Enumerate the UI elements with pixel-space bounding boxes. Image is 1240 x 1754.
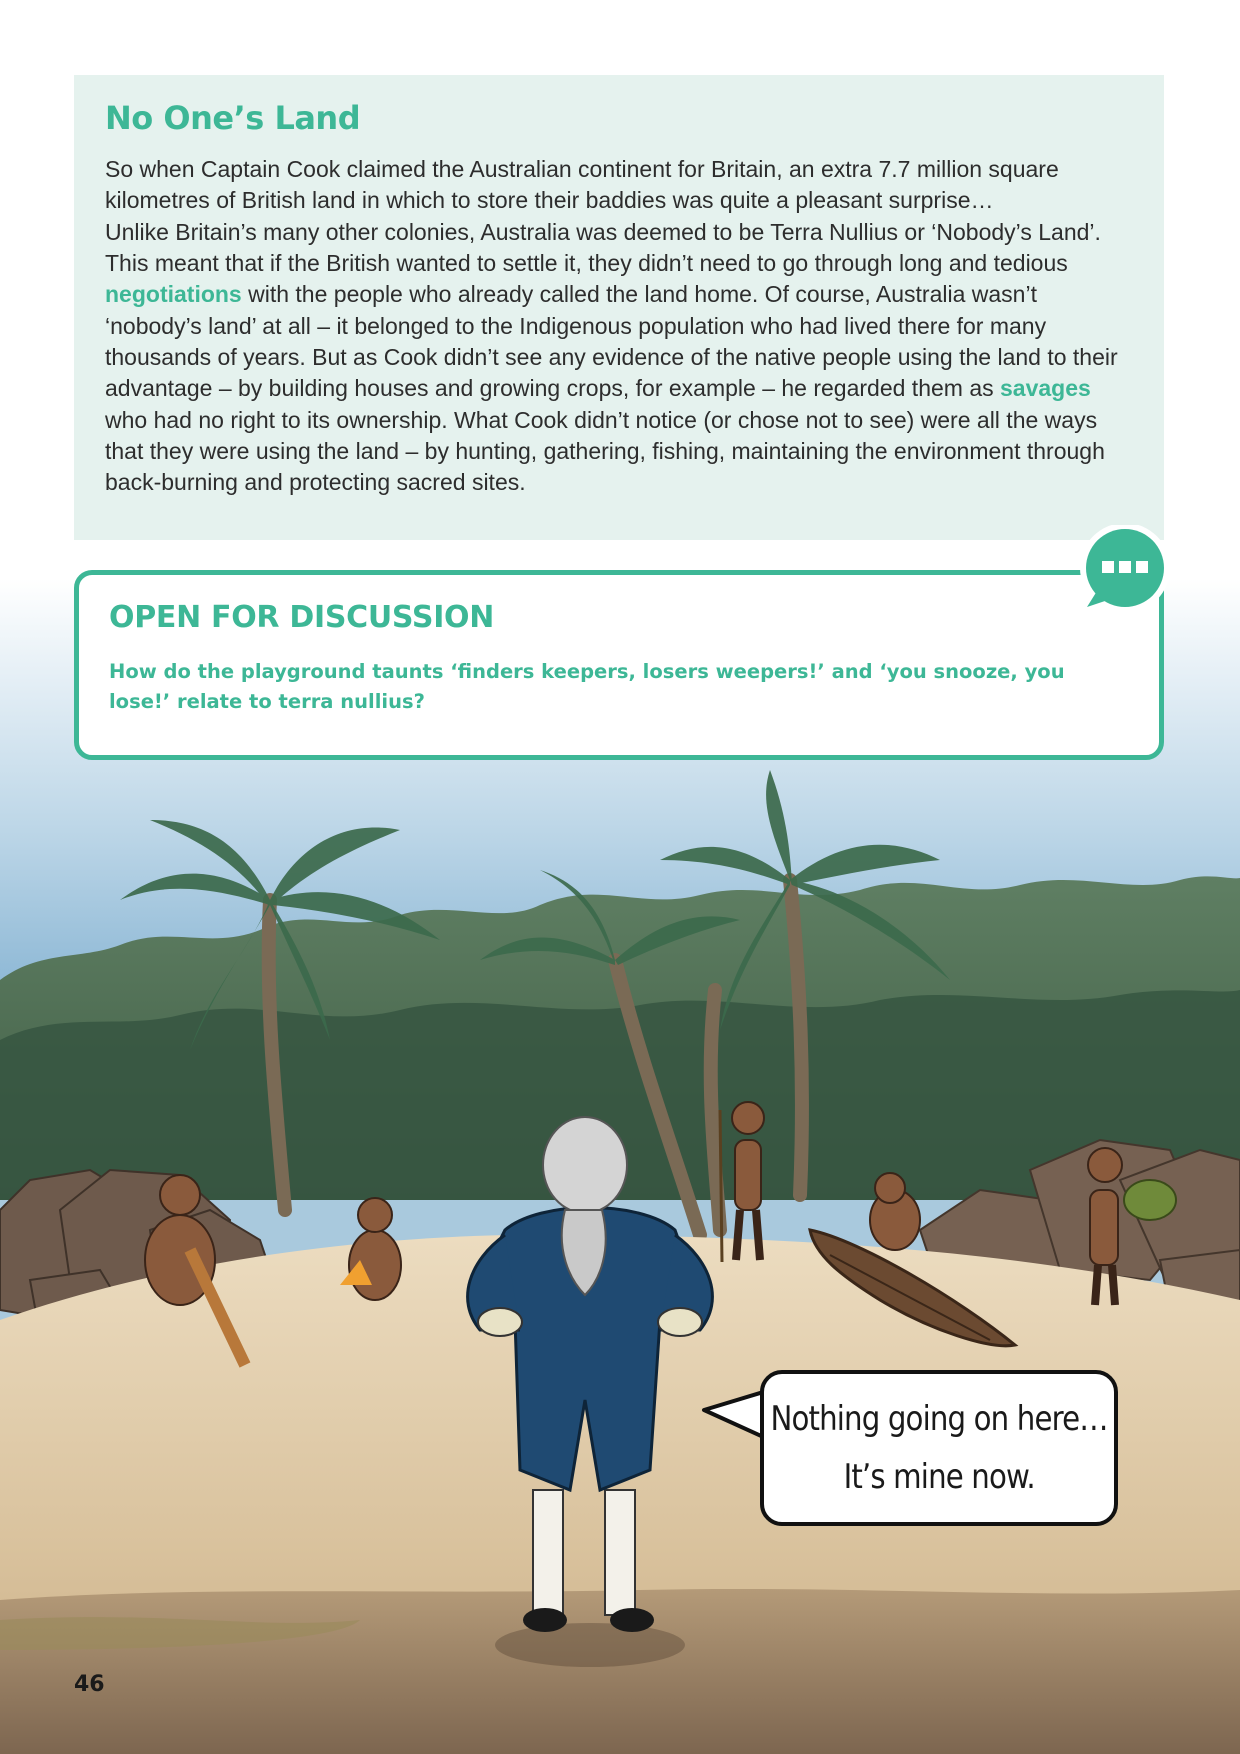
discussion-question: How do the playground taunts ‘finders keepers, losers weepers!’ and ‘you snooze, you lose!’ relate to terra nullius? bbox=[109, 660, 1065, 713]
highlight-negotiations: negotiations bbox=[105, 281, 242, 308]
discussion-box bbox=[74, 570, 1164, 760]
speech-line-2: It’s mine now. bbox=[843, 1457, 1035, 1497]
info-body bbox=[105, 154, 1134, 498]
info-paragraph-1: So when Captain Cook claimed the Australian continent for Britain, an extra 7.7 million square kilometres of British land in which to store their baddies was quite a pleasant surprise… bbox=[105, 156, 1059, 214]
speech-bubble-ellipsis-icon bbox=[1075, 525, 1171, 615]
highlight-savages: savages bbox=[1000, 375, 1091, 402]
info-paragraph-2b: with the people who already called the land home. Of course, Australia wasn’t ‘nobody’s land’ at all – it belonged to the Indigenous population who had lived there for many thousands of years. But as Cook didn’t see any evidence of the native people using the land to their advantage – by building houses and growing crops, for example – he regarded them as bbox=[105, 281, 1118, 402]
discussion-title: OPEN FOR DISCUSSION bbox=[109, 600, 495, 635]
speech-bubble bbox=[760, 1370, 1118, 1526]
info-title: No One’s Land bbox=[105, 99, 361, 137]
info-paragraph-2a: Unlike Britain’s many other colonies, Australia was deemed to be Terra Nullius or ‘Nobody’s Land’. This meant that if the British wanted to settle it, they didn’t need to go through long and tedious bbox=[105, 218, 1101, 277]
info-box bbox=[74, 75, 1164, 540]
page-number: 46 bbox=[74, 1672, 105, 1697]
info-paragraph-2c: who had no right to its ownership. What Cook didn’t notice (or chose not to see) were all the ways that they were using the land – by hunting, gathering, fishing, maintaining the environment through back-burning and protecting sacred sites. bbox=[105, 406, 1105, 496]
speech-line-1: Nothing going on here… bbox=[770, 1399, 1108, 1439]
